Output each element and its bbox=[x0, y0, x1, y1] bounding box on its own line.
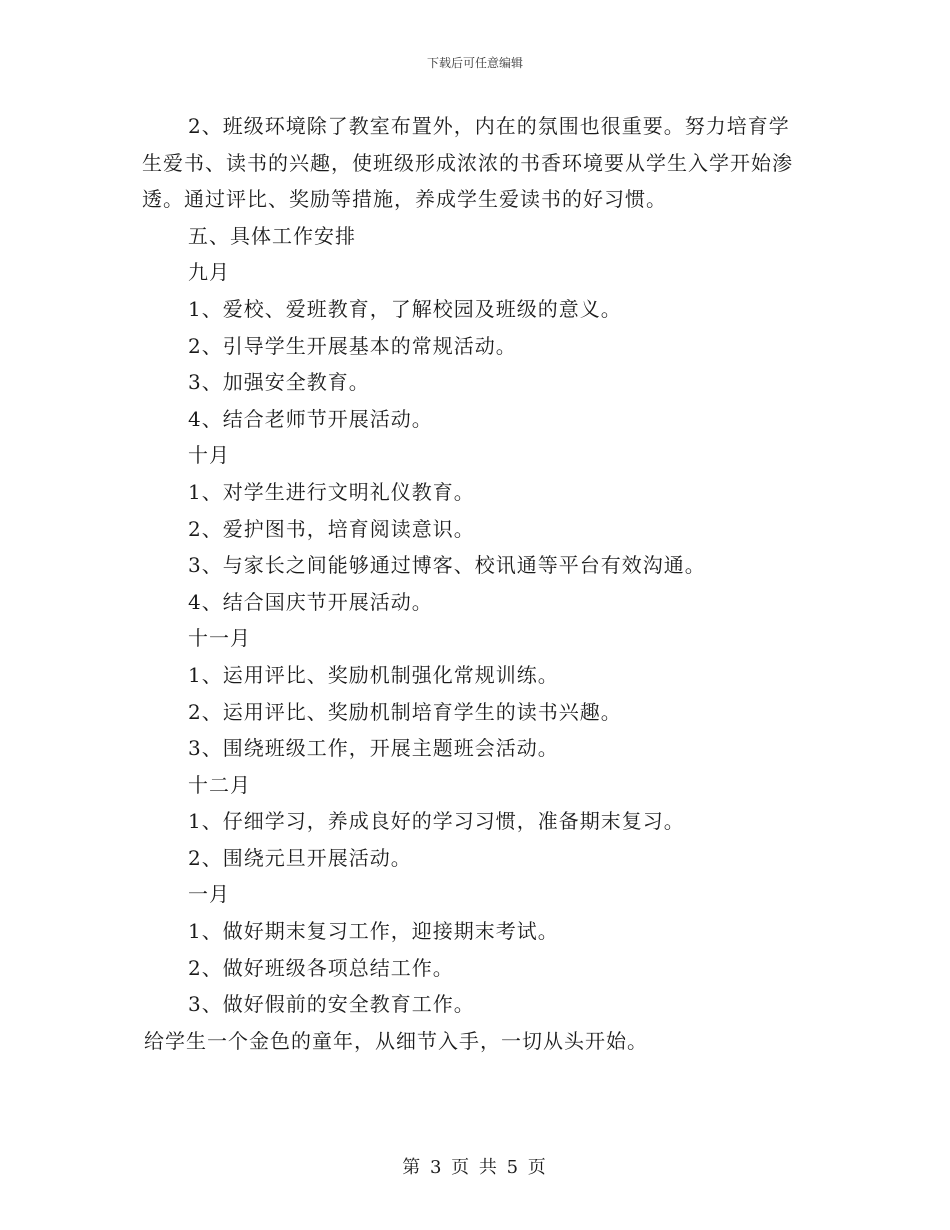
list-item: 3、围绕班级工作，开展主题班会活动。 bbox=[188, 736, 559, 761]
list-item: 2、爱护图书，培育阅读意识。 bbox=[188, 516, 475, 541]
list-item: 1、仔细学习，养成良好的学习习惯，准备期末复习。 bbox=[188, 809, 685, 834]
month-heading-january: 一月 bbox=[188, 882, 230, 907]
list-item: 4、结合老师节开展活动。 bbox=[188, 406, 433, 431]
header-note: 下载后可任意编辑 bbox=[426, 56, 523, 70]
body-paragraph: 2、班级环境除了教室布置外，内在的氛围也很重要。努力培育学生爱书、读书的兴趣，使班级形成浓浓的书香环境要从学生入学开始渗透。通过评比、奖励等措施，养成学生爱读书的好习惯。 bbox=[142, 114, 793, 212]
month-heading-december: 十二月 bbox=[188, 772, 251, 797]
list-item: 1、做好期末复习工作，迎接期末考试。 bbox=[188, 919, 559, 944]
closing-sentence: 给学生一个金色的童年，从细节入手，一切从头开始。 bbox=[144, 1028, 648, 1053]
page-number: 第 3 页 共 5 页 bbox=[402, 1157, 548, 1178]
month-heading-november: 十一月 bbox=[188, 626, 251, 651]
list-item: 1、运用评比、奖励机制强化常规训练。 bbox=[188, 662, 559, 687]
schedule-list bbox=[142, 218, 810, 1023]
month-heading-october: 十月 bbox=[188, 443, 230, 468]
list-item: 3、加强安全教育。 bbox=[188, 370, 370, 395]
month-heading-september: 九月 bbox=[188, 260, 230, 285]
list-item: 2、围绕元旦开展活动。 bbox=[188, 845, 412, 870]
list-item: 2、运用评比、奖励机制培育学生的读书兴趣。 bbox=[188, 699, 622, 724]
list-item: 4、结合国庆节开展活动。 bbox=[188, 589, 433, 614]
list-item: 1、对学生进行文明礼仪教育。 bbox=[188, 479, 475, 504]
list-item: 2、做好班级各项总结工作。 bbox=[188, 955, 454, 980]
list-item: 3、与家长之间能够通过博客、校讯通等平台有效沟通。 bbox=[188, 553, 706, 578]
list-item: 3、做好假前的安全教育工作。 bbox=[188, 992, 475, 1017]
list-item: 2、引导学生开展基本的常规活动。 bbox=[188, 333, 517, 358]
section-heading: 五、具体工作安排 bbox=[188, 223, 356, 248]
document-body bbox=[142, 108, 810, 1059]
list-item: 1、爱校、爱班教育，了解校园及班级的意义。 bbox=[188, 296, 622, 321]
